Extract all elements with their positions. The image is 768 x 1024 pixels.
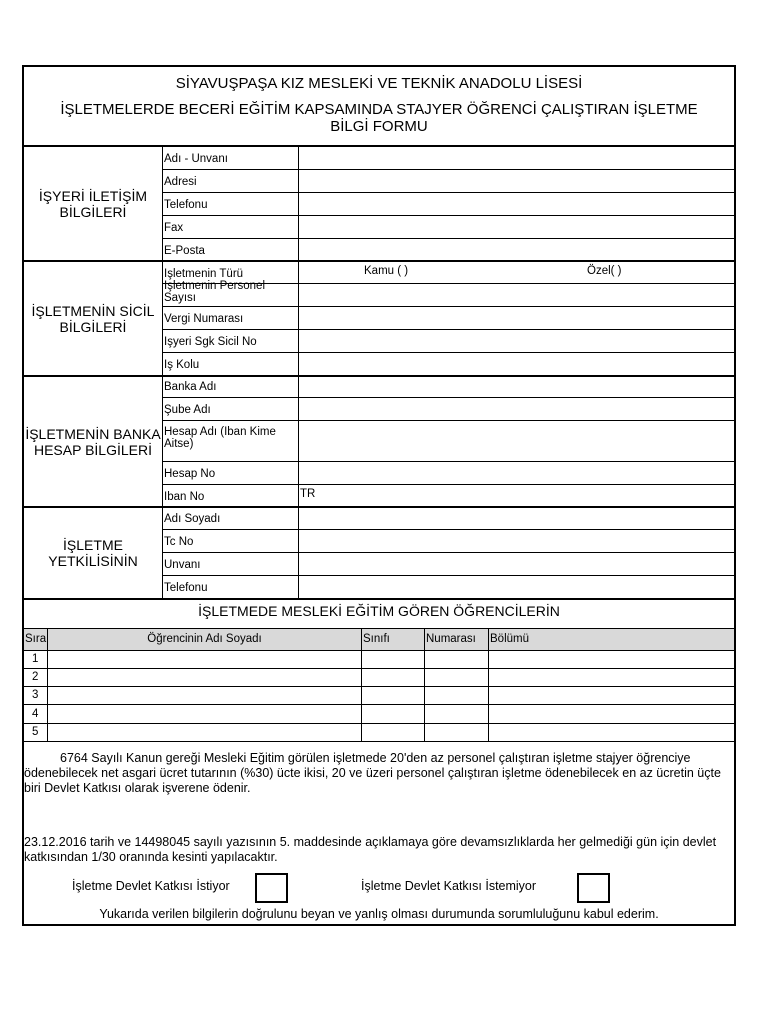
want-label: İşletme Devlet Katkısı İstiyor <box>72 879 230 893</box>
table-row: 2 <box>32 671 39 683</box>
label-personel-sayisi: İşletmenin Personel Sayısı <box>164 280 265 304</box>
label-iban-no: Iban No <box>164 491 205 503</box>
declaration: Yukarıda verilen bilgilerin doğrulunu beyan ve yanlış olması durumunda sorumluluğunu kabul ederim. <box>99 907 659 921</box>
label-tc-no: Tc No <box>164 536 194 548</box>
section-title-iletisim: İŞYERİ İLETİŞİM BİLGİLERİ <box>38 187 148 220</box>
label-adresi: Adresi <box>164 176 197 188</box>
absence-note: 23.12.2016 tarih ve 14498045 sayılı yazısının 5. maddesinde açıklamaya göre devamsızlıklarda her gelmediği gün için devlet katkısından 1/30 oranında kesinti yapılacaktır. <box>24 835 717 864</box>
col-bolumu: Bölümü <box>490 633 529 645</box>
label-yetkili-telefonu: Telefonu <box>164 582 208 594</box>
iban-prefix: TR <box>300 488 316 500</box>
label-is-kolu: İş Kolu <box>164 359 200 371</box>
section-title-yetkili: İŞLETME YETKİLİSİNİN <box>48 537 138 569</box>
want-checkbox[interactable] <box>255 873 288 903</box>
not-want-checkbox[interactable] <box>577 873 610 903</box>
col-sinifi: Sınıfı <box>363 633 390 645</box>
label-isletme-turu: İşletmenin Türü <box>164 268 244 280</box>
school-name: SİYAVUŞPAŞA KIZ MESLEKİ VE TEKNİK ANADOLU LİSESİ <box>175 75 583 92</box>
option-ozel[interactable]: Özel( ) <box>587 265 622 277</box>
option-kamu[interactable]: Kamu ( ) <box>364 265 409 277</box>
table-row: 1 <box>32 653 39 665</box>
form-title: İŞLETMELERDE BECERİ EĞİTİM KAPSAMINDA STAJYER ÖĞRENCİ ÇALIŞTIRAN İŞLETME BİLGİ FORMU <box>60 101 698 135</box>
label-banka-adi: Banka Adı <box>164 381 217 393</box>
label-hesap-adi: Hesap Adı (Iban Kime Aitse) <box>164 426 276 450</box>
label-telefonu: Telefonu <box>164 199 208 211</box>
label-hesap-no: Hesap No <box>164 468 216 480</box>
col-ogrenci-adi: Öğrencinin Adı Soyadı <box>147 633 262 645</box>
label-sgk-sicil-no: İşyeri Sgk Sicil No <box>164 336 257 348</box>
col-sira: Sıra <box>25 633 47 645</box>
not-want-label: İşletme Devlet Katkısı İstemiyor <box>361 879 537 893</box>
label-sube-adi: Şube Adı <box>164 404 211 416</box>
label-adi-soyadi: Adı Soyadı <box>164 513 221 525</box>
table-row: 3 <box>32 689 39 701</box>
form-sheet <box>22 65 736 926</box>
section-title-sicil: İŞLETMENİN SİCİL BİLGİLERİ <box>31 302 155 335</box>
section-title-banka: İŞLETMENİN BANKA HESAP BİLGİLERİ <box>25 425 161 458</box>
label-fax: Fax <box>164 222 184 234</box>
law-note: 6764 Sayılı Kanun gereği Mesleki Eğitim görülen işletmede 20'den az personel çalıştıran işletme stajyer öğrenciye ödenebilecek net asgari ücret tutarının (%30) ücte ikisi, 20 ve üzeri personel çalıştıran işletme ödenebilecek en az ücretin üçte biri Devlet Katkısı olarak işverene ödenir. <box>24 751 721 795</box>
label-e-posta: E-Posta <box>164 245 205 257</box>
label-vergi-numarasi: Vergi Numarası <box>164 313 244 325</box>
col-numarasi: Numarası <box>426 633 476 645</box>
label-adi-unvani: Adı - Ünvanı <box>164 153 228 165</box>
label-unvani: Ünvanı <box>164 559 201 571</box>
table-row: 4 <box>32 708 39 720</box>
students-title: İŞLETMEDE MESLEKİ EĞİTİM GÖREN ÖĞRENCİLERİN <box>198 603 560 619</box>
table-row: 5 <box>32 726 39 738</box>
